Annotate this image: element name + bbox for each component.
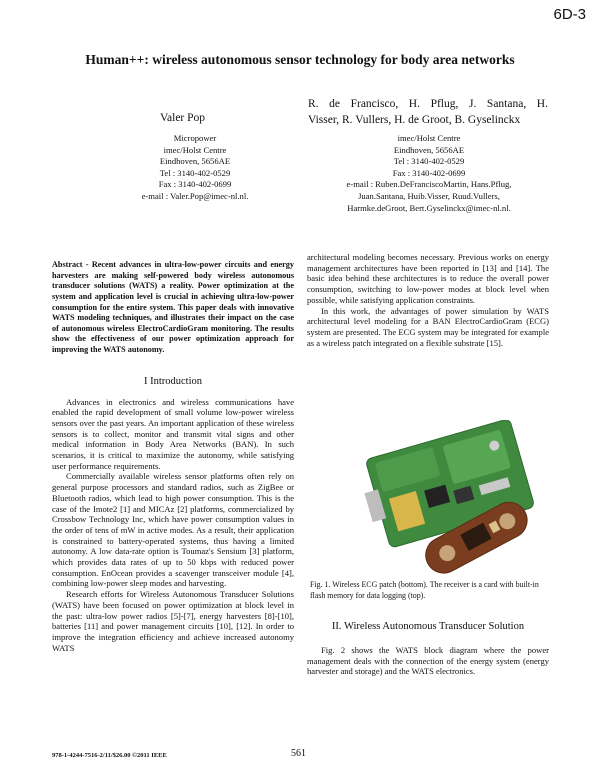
aff-line: imec/Holst Centre [163, 144, 227, 155]
abstract: Abstract - Recent advances in ultra-low-power circuits and energy harvesters are making self-powered body wireless autonomous transducer solutions (WATS) a reality. Power optimization at the system and application level is crucial in achieving ultra-low-power consumption for the entire system. This paper deals with innovative WATS modeling techniques, and illustrates their impact on the case of autonomous wireless ElectroCardioGram monitoring. The results show the effectiveness of our power optimization approach for improving the WATS autonomy. [52, 260, 294, 354]
author-right-names [308, 96, 548, 128]
aff-line: Tel : 3140-402-0529 [393, 156, 465, 167]
footer-isbn: 978-1-4244-7516-2/11/$26.00 ©2011 IEEE [52, 752, 167, 759]
intro-paragraph: Commercially available wireless sensor platforms often rely on general purpose processors and standard radios, such as ZigBee or Bluetooth radios, which lead to high power consumption. This is the case of the Imote2 [1] and MICAz [2] platforms, commercialized by Crossbow Technology Inc, which have power consumption values in the order of tens of mW in active modes. As a result, their application is constrained to battery-operated systems, thus having a limited autonomy. A low data-rate option is Toumaz's Sensium [3] platform, which provides data rates of up to 50 kbps with reduced power consumption. EnOcean provides a scavenger transceiver module [4], combining low-power sleep modes and harvesting. [52, 471, 294, 589]
page-number: 561 [291, 748, 306, 759]
figure-ecg-patch-photo [352, 420, 546, 578]
author-left-affiliation [95, 133, 295, 203]
aff-line: Fax : 3140-402-0699 [392, 167, 466, 178]
aff-line: Micropower [173, 133, 217, 143]
aff-line: imec/Holst Centre [397, 133, 461, 143]
body-paragraph: In this work, the advantages of power simulation by WATS architectural level modeling for a BAN ElectroCardioGram (ECG) system are presented. The ECG system may be integrated for example as a wireless patch integrated on a flexible substrate [15]. [307, 305, 549, 348]
aff-line: e-mail : Valer.Pop@imec-nl.nl. [141, 190, 249, 201]
aff-line: Harmke.deGroot, Bert.Gyselinckx@imec-nl.nl. [347, 202, 511, 213]
author-left-name: Valer Pop [160, 112, 206, 124]
aff-line: Eindhoven, 5656AE [393, 144, 465, 155]
body-paragraph: architectural modeling becomes necessary. Previous works on energy management architectures have been reported in [13] and [14]. The basic idea behind these architectures is to reduce the overall power consumption, switching to low-power modes at block level when possible, while satisfying application constraints. [307, 252, 549, 305]
aff-line: Eindhoven, 5656AE [159, 156, 231, 167]
section-heading-wats: II. Wireless Autonomous Transducer Solution [331, 621, 525, 632]
author-right-affiliation [318, 133, 540, 214]
figure-1-caption: Fig. 1. Wireless ECG patch (bottom). The receiver is a card with built-in flash memory for data logging (top). [310, 580, 539, 600]
author-names-line: Visser, R. Vullers, H. de Groot, B. Gyselinckx [308, 114, 521, 126]
aff-line: Juan.Santana, Huib.Visser, Ruud.Vullers, [358, 190, 500, 201]
section-heading-introduction: I Introduction [143, 375, 203, 387]
aff-line: e-mail : Ruben.DeFranciscoMartin, Hans.Pflug, [346, 179, 512, 190]
aff-line: Fax : 3140-402-0699 [158, 179, 232, 190]
right-column-section2 [307, 645, 549, 677]
paper-title: Human++: wireless autonomous sensor technology for body area networks [85, 52, 515, 67]
right-column [307, 252, 549, 348]
author-names-line: R. de Francisco, H. Pflug, J. Santana, H. [308, 98, 548, 110]
left-column [52, 252, 294, 653]
ecg-patch-illustration [352, 420, 546, 578]
intro-paragraph: Research efforts for Wireless Autonomous Transducer Solutions (WATS) have been focused on power optimization at block level in the past: ultra-low power radios [5]-[7], energy harvesters [8]-[10], batteries [11] and power management circuits [10], [12]. In order to improve the integration efficiency and achieve increased autonomy WATS [52, 589, 294, 653]
section2-paragraph: Fig. 2 shows the WATS block diagram where the power management deals with the connection of the energy system (energy harvester and storage) and the WATS electronics. [307, 645, 549, 677]
aff-line: Tel : 3140-402-0529 [159, 167, 231, 178]
intro-paragraph: Advances in electronics and wireless communications have enabled the rapid development of small volume low-power wireless sensors over the past years. An important application of these wireless sensors is to collect, monitor and transmit vital signs and other medical information in Body Area Networks (BAN). In such scenarios, it is critical to maximize the autonomy, while satisfying user performance requirements. [52, 396, 294, 471]
session-tag: 6D-3 [553, 6, 586, 23]
